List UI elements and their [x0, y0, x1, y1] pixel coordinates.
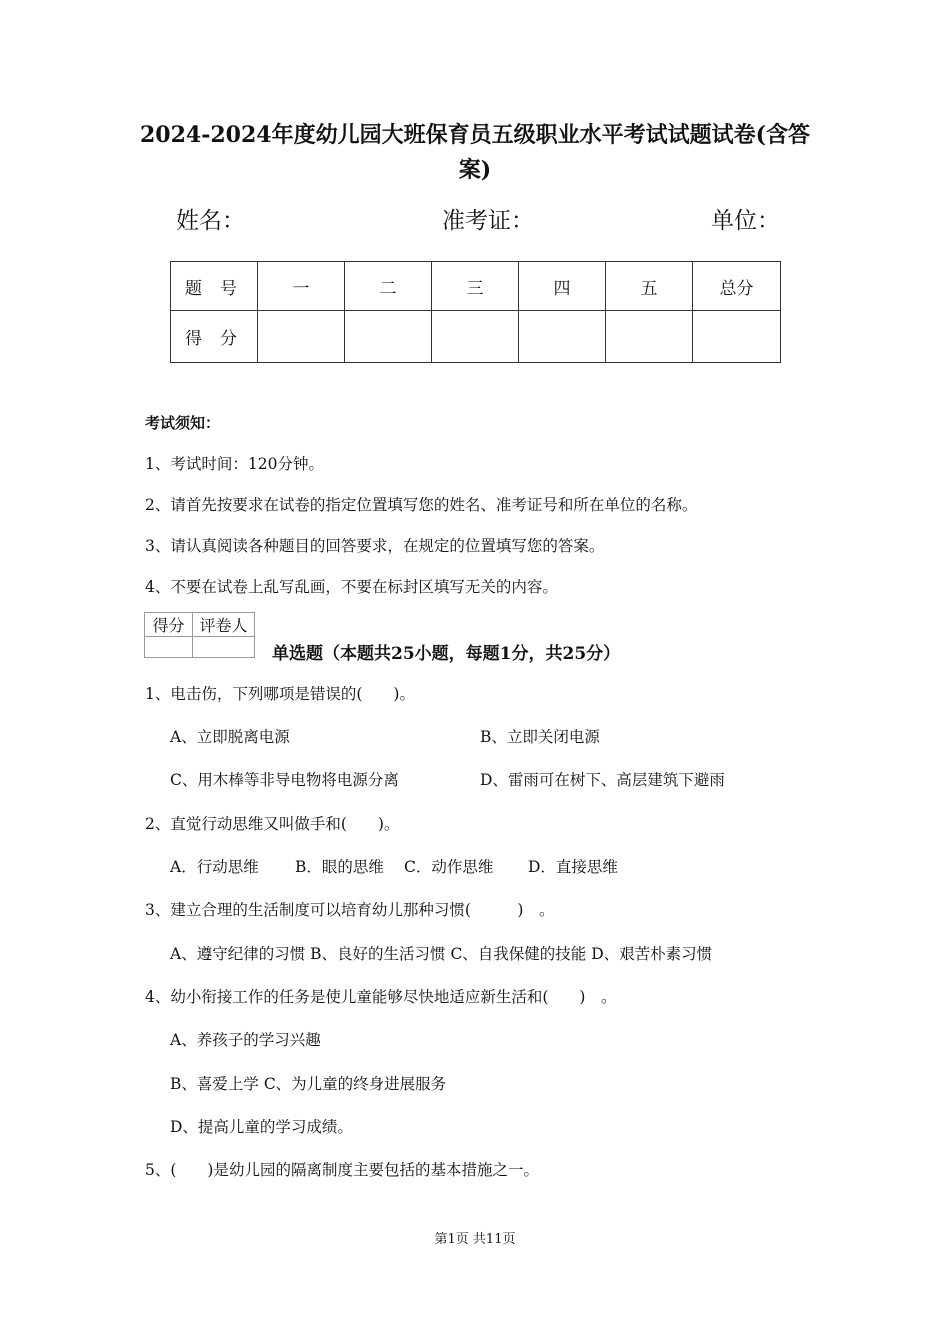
notice-item: 1、考试时间：120分钟。	[145, 455, 324, 473]
notice-item: 2、请首先按要求在试卷的指定位置填写您的姓名、准考证号和所在单位的名称。	[145, 496, 698, 514]
section-2-score-cell	[345, 311, 432, 363]
candidate-fields	[0, 202, 950, 238]
score-table	[170, 261, 781, 363]
unit-label: 单位：	[711, 208, 780, 234]
grader-score-cell	[145, 637, 193, 658]
section-3-header: 三	[432, 262, 519, 311]
page-title: 2024-2024年度幼儿园大班保育员五级职业水平考试试题试卷(含答案)	[140, 122, 811, 183]
grader-reviewer-cell	[193, 637, 255, 658]
question-stem: 5、( )是幼儿园的隔离制度主要包括的基本措施之一。	[145, 1161, 539, 1179]
question-stem: 1、电击伤，下列哪项是错误的( )。	[145, 685, 415, 703]
question-option: B、喜爱上学 C、为儿童的终身进展服务	[170, 1075, 447, 1093]
grader-score-label: 得分	[145, 613, 193, 637]
question-option: D、雷雨可在树下、高层建筑下避雨	[480, 771, 725, 789]
question-option: A、养孩子的学习兴趣	[170, 1031, 321, 1049]
question-stem: 2、直觉行动思维又叫做手和( )。	[145, 815, 400, 833]
section-1-header: 一	[258, 262, 345, 311]
question-option: D、提高儿童的学习成绩。	[170, 1118, 353, 1136]
section-1-score-cell	[258, 311, 345, 363]
score-label: 得分	[171, 311, 258, 363]
name-label: 姓名：	[176, 208, 245, 234]
question-option: A、遵守纪律的习惯 B、良好的生活习惯 C、自我保健的技能 D、艰苦朴素习惯	[170, 945, 713, 963]
section-3-score-cell	[432, 311, 519, 363]
page-footer: 第1页 共11页	[434, 1232, 516, 1247]
question-option: D．直接思维	[528, 858, 618, 876]
notice-item: 4、不要在试卷上乱写乱画，不要在标封区填写无关的内容。	[145, 578, 558, 596]
exam-id-label: 准考证：	[442, 208, 534, 234]
question-stem: 4、幼小衔接工作的任务是使儿童能够尽快地适应新生活和( ) 。	[145, 988, 617, 1006]
question-option: B．眼的思维	[295, 858, 384, 876]
question-option: A、立即脱离电源	[170, 728, 290, 746]
question-option: C、用木棒等非导电物将电源分离	[170, 771, 399, 789]
score-table-header-row	[171, 262, 781, 311]
section-5-score-cell	[606, 311, 693, 363]
section-4-header: 四	[519, 262, 606, 311]
grader-box	[144, 612, 255, 658]
section-2-header: 二	[345, 262, 432, 311]
question-option: C．动作思维	[404, 858, 494, 876]
section-5-header: 五	[606, 262, 693, 311]
total-score-cell	[693, 311, 781, 363]
question-option: A．行动思维	[170, 858, 259, 876]
section-title: 单选题（本题共25小题，每题1分，共25分）	[272, 644, 621, 664]
score-table-score-row	[171, 311, 781, 363]
notice-item: 3、请认真阅读各种题目的回答要求，在规定的位置填写您的答案。	[145, 537, 605, 555]
question-option: B、立即关闭电源	[480, 728, 600, 746]
question-stem: 3、建立合理的生活制度可以培育幼儿那种习惯( ) 。	[145, 901, 555, 919]
question-number-label: 题号	[171, 262, 258, 311]
section-4-score-cell	[519, 311, 606, 363]
total-header: 总分	[693, 262, 781, 311]
grader-reviewer-label: 评卷人	[193, 613, 255, 637]
notice-heading: 考试须知：	[145, 414, 221, 432]
